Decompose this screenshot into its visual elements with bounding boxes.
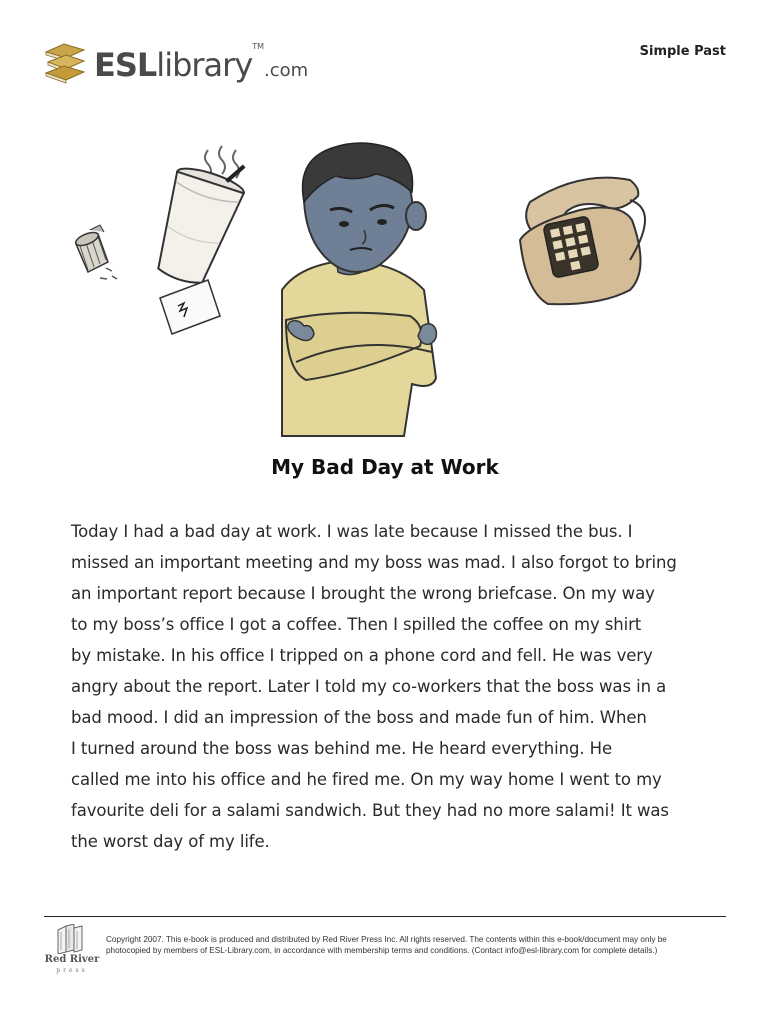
copyright-line: Copyright 2007. This e-book is produced and distributed by Red River Press Inc. All rights reserved. The contents within this e-book/document may only be <box>106 935 667 944</box>
coffee-cup-icon <box>146 147 252 290</box>
copyright-notice <box>106 934 736 956</box>
memo-note-icon <box>160 280 220 334</box>
logo-trademark: TM <box>252 42 265 51</box>
story-line: angry about the report. Later I told my co-workers that the boss was in a <box>71 677 667 696</box>
story-line: to my boss’s office I got a coffee. Then I spilled the coffee on my shirt <box>71 615 642 634</box>
story-line: favourite deli for a salami sandwich. But they had no more salami! It was <box>71 801 669 820</box>
story-line: missed an important meeting and my boss was mad. I also forgot to bring <box>71 553 677 572</box>
publisher-name: Red River <box>44 954 100 965</box>
story-line: by mistake. In his office I tripped on a phone cord and fell. He was very <box>71 646 653 665</box>
story-title: My Bad Day at Work <box>271 455 499 479</box>
books-stack-icon <box>42 42 88 88</box>
story-line: I turned around the boss was behind me. He heard everything. He <box>71 739 612 758</box>
story-line: the worst day of my life. <box>71 832 270 851</box>
worksheet-topic-label: Simple Past <box>639 44 726 59</box>
red-river-press-logo <box>44 924 100 980</box>
story-line: an important report because I brought the wrong briefcase. On my way <box>71 584 655 603</box>
trash-can-icon <box>74 225 117 279</box>
footer-divider <box>44 916 726 917</box>
telephone-icon <box>520 178 645 305</box>
story-line: Today I had a bad day at work. I was late because I missed the bus. I <box>71 522 633 541</box>
books-icon <box>54 924 90 954</box>
story-body <box>71 516 721 857</box>
story-line: called me into his office and he fired me. On my way home I went to my <box>71 770 662 789</box>
publisher-subtitle: press <box>56 967 88 974</box>
story-line: bad mood. I did an impression of the boss and made fun of him. When <box>71 708 647 727</box>
logo-text-com: .com <box>264 60 309 81</box>
frustrated-man-icon <box>282 143 436 436</box>
bad-day-illustration <box>60 140 710 440</box>
esl-library-logo <box>42 38 309 94</box>
logo-text-esl: ESL <box>94 46 157 84</box>
copyright-line: photocopied by members of ESL-Library.com, in accordance with membership terms and conditions. (Contact info@esl-library.com for complete details.) <box>106 946 658 955</box>
logo-text-library: library <box>156 46 253 84</box>
